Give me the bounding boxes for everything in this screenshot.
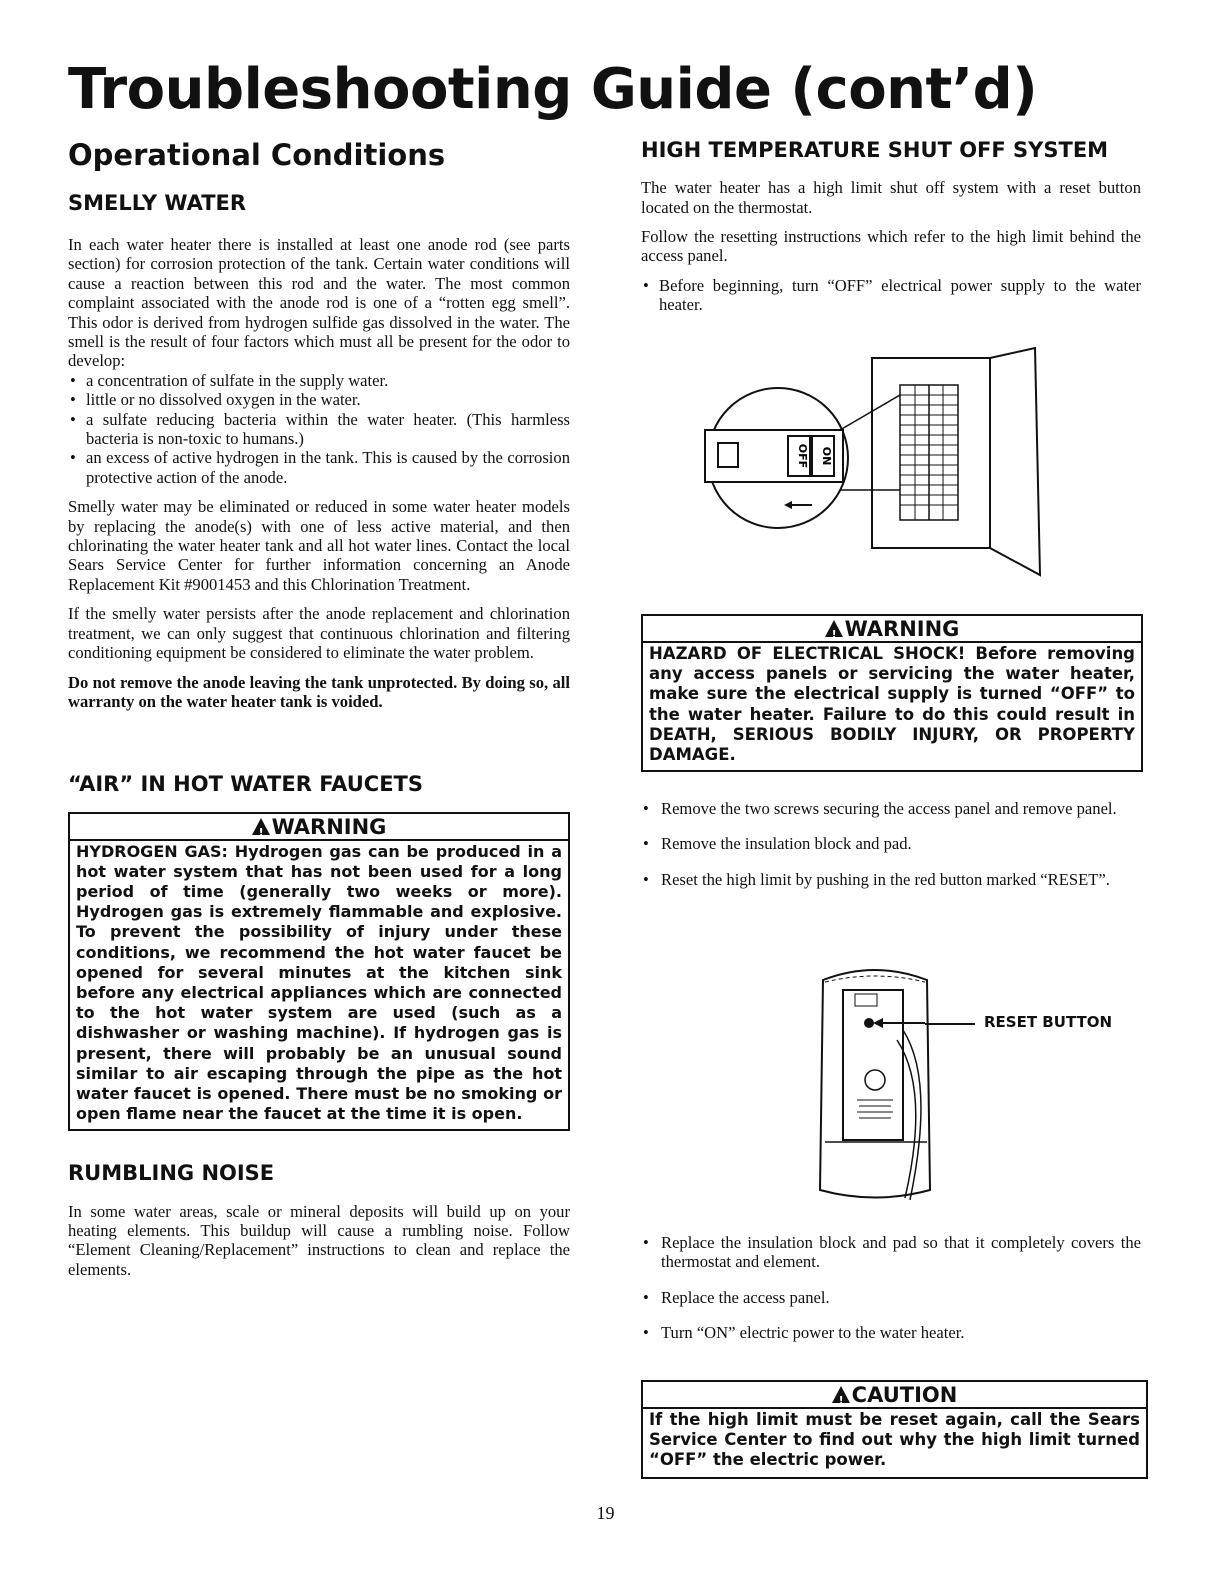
list-item: • Before beginning, turn “OFF” electrical power supply to the water heater.: [641, 276, 1141, 315]
list-item: • Remove the two screws securing the access panel and remove panel.: [641, 799, 1141, 818]
breaker-grid: [900, 385, 958, 520]
section-title: Operational Conditions: [68, 138, 446, 172]
page-number: 19: [596, 1503, 615, 1523]
high-temp-heading: HIGH TEMPERATURE SHUT OFF SYSTEM: [641, 138, 1109, 162]
warning-header: [643, 616, 1141, 643]
list-item: • little or no dissolved oxygen in the water.: [68, 390, 570, 409]
smelly-water-factors: [68, 371, 570, 487]
caution-icon: [832, 1386, 850, 1403]
rumbling-noise-text: In some water areas, scale or mineral deposits will build up on your heating elements. This buildup will cause a rumbling noise. Follow “Element Cleaning/Replacement” instructions to clean and replace the elements.: [68, 1201, 570, 1279]
caution-header: [643, 1382, 1146, 1409]
caution-title: CAUTION: [851, 1383, 958, 1407]
electrical-warning-box: [641, 614, 1143, 772]
page-title: Troubleshooting Guide (cont’d): [68, 57, 1038, 122]
warning-title: WARNING: [271, 814, 387, 839]
breaker-off-label: OFF: [796, 443, 809, 469]
list-item: • a concentration of sulfate in the supply water.: [68, 371, 570, 390]
hydrogen-warning-box: [68, 812, 570, 1132]
list-item: • a sulfate reducing bacteria within the water heater. (This harmless bacteria is non-toxic to humans.): [68, 410, 570, 449]
list-item: • Remove the insulation block and pad.: [641, 834, 1141, 853]
anode-warranty-note: Do not remove the anode leaving the tank unprotected. By doing so, all warranty on the water heater tank is voided.: [68, 672, 570, 711]
smelly-water-intro: In each water heater there is installed at least one anode rod (see parts section) for corrosion protection of the tank. Certain water conditions will cause a reaction between this rod and the water. The most common complaint associated with the anode rod is one of a “rotten egg smell”. This odor is derived from hydrogen sulfide gas dissolved in the water. The smell is the result of four factors which must all be present for the odor to develop:: [68, 234, 570, 371]
caution-box: [641, 1380, 1148, 1479]
air-in-faucets-heading: “AIR” IN HOT WATER FAUCETS: [68, 772, 424, 797]
left-column: [68, 138, 570, 1279]
hydrogen-warning-text: HYDROGEN GAS: Hydrogen gas can be produced in a hot water system that has not been used for a long period of time (generally two weeks or more). Hydrogen gas is extremely flammable and explosive. To prevent the possibility of injury under these conditions, we recommend the hot water faucet be opened for several minutes at the kitchen sink before any electrical appliances which are connected to the hot water system are used (such as a dishwasher or washing machine). If hydrogen gas is present, there will probably be an unusual sound similar to air escaping through the pipe as the hot water faucet is opened. There must be no smoking or open flame near the faucet at the time it is open.: [76, 841, 562, 1124]
warning-icon: [252, 818, 270, 835]
list-item: • Turn “ON” electric power to the water heater.: [641, 1323, 1141, 1342]
right-column: [641, 138, 1141, 315]
smelly-water-heading: SMELLY WATER: [68, 190, 247, 215]
power-off-step: [641, 276, 1141, 315]
smelly-water-paragraph-2: Smelly water may be eliminated or reduced in some water heater models by replacing the anode(s) with one of less active material, and then chlorinating the water heater tank and all hot water lines. Contact the local Sears Service Center for further information concerning an Anode Replacement Kit #9001453 and this Chlorination Treatment.: [68, 497, 570, 594]
reset-steps: [641, 799, 1141, 905]
high-temp-paragraph-2: Follow the resetting instructions which refer to the high limit behind the access panel.: [641, 227, 1141, 266]
breaker-panel-illustration: [700, 340, 1050, 580]
warning-icon: [825, 620, 843, 637]
warning-header: [70, 814, 568, 841]
replace-steps: [641, 1233, 1141, 1359]
thermostat-dial: [865, 1070, 885, 1090]
warning-title: WARNING: [844, 617, 960, 641]
smelly-water-paragraph-3: If the smelly water persists after the anode replacement and chlorination treatment, we can only suggest that continuous chlorination and filtering conditioning equipment be considered to eliminate the water problem.: [68, 604, 570, 663]
high-temp-paragraph-1: The water heater has a high limit shut off system with a reset button located on the thermostat.: [641, 178, 1141, 217]
list-item: • Reset the high limit by pushing in the red button marked “RESET”.: [641, 870, 1141, 889]
rumbling-noise-heading: RUMBLING NOISE: [68, 1161, 275, 1186]
caution-text: If the high limit must be reset again, call the Sears Service Center to find out why the high limit turned “OFF” the electric power.: [649, 1410, 1140, 1470]
electrical-warning-text: HAZARD OF ELECTRICAL SHOCK! Before removing any access panels or servicing the water heater, make sure the electrical supply is turned “OFF” to the water heater. Failure to do this could result in DEATH, SERIOUS BODILY INJURY, OR PROPERTY DAMAGE.: [649, 644, 1135, 765]
reset-callout-line: [925, 1023, 975, 1025]
list-item: • an excess of active hydrogen in the tank. This is caused by the corrosion protective action of the anode.: [68, 448, 570, 487]
thermostat-illustration: [805, 960, 945, 1210]
panel-door: [990, 348, 1040, 575]
reset-button-dot: [864, 1018, 874, 1028]
list-item: • Replace the access panel.: [641, 1288, 1141, 1307]
reset-button-label: RESET BUTTON: [984, 1013, 1113, 1031]
breaker-on-label: ON: [820, 446, 833, 466]
list-item: • Replace the insulation block and pad so that it completely covers the thermostat and element.: [641, 1233, 1141, 1272]
